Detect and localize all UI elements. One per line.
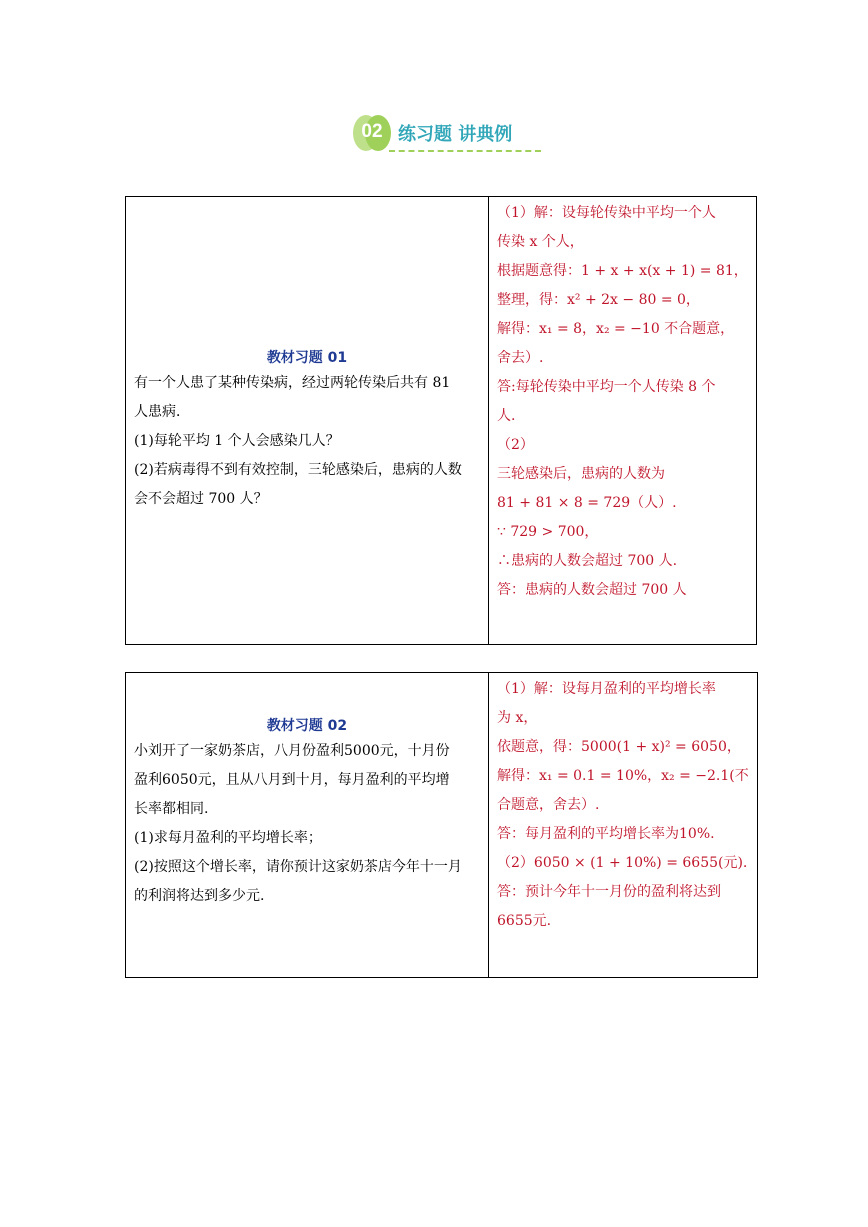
answer-line: 答：患病的人数会超过 700 人 <box>497 582 687 598</box>
question-line: 有一个人患了某种传染病，经过两轮传染后共有 81 <box>134 375 451 391</box>
answer-line: 解得：x₁ = 8，x₂ = −10 不合题意， <box>497 321 735 337</box>
question-line: (2)按照这个增长率，请你预计这家奶茶店今年十一月 <box>134 859 462 875</box>
question-line: (1)求每月盈利的平均增长率； <box>134 830 322 846</box>
answer-line: 依题意，得：5000(1 + x)² = 6050， <box>497 739 741 755</box>
answer-line: 传染 x 个人， <box>497 234 584 250</box>
example-table-2 <box>125 672 758 978</box>
answer-line: 三轮感染后，患病的人数为 <box>497 466 665 482</box>
answer-line: 答：每月盈利的平均增长率为10%. <box>497 826 715 842</box>
question-line: 盈利6050元，且从八月到十月，每月盈利的平均增 <box>134 772 450 788</box>
answer-line: 舍去）. <box>497 350 544 366</box>
section-title: 练习题 讲典例 <box>398 124 513 145</box>
section-number: 02 <box>361 121 383 142</box>
answer-line: 根据题意得：1 + x + x(x + 1) = 81， <box>497 263 748 279</box>
answer-line: 81 + 81 × 8 = 729（人）. <box>497 495 677 511</box>
question-line: 长率都相同. <box>134 801 209 817</box>
answer-line: 解得：x₁ = 0.1 = 10%，x₂ = −2.1(不 <box>497 768 749 784</box>
answer-line: （2）6050 × (1 + 10%) = 6655(元). <box>497 855 748 871</box>
example-title: 教材习题 02 <box>266 718 348 734</box>
question-cell <box>126 673 489 978</box>
answer-line: 合题意，舍去）. <box>497 797 600 813</box>
dashed-underline <box>389 150 541 152</box>
example-table-1 <box>125 196 757 645</box>
answer-line: ∴患病的人数会超过 700 人. <box>497 553 678 569</box>
answer-line: （1）解：设每轮传染中平均一个人 <box>497 205 716 221</box>
question-line: (2)若病毒得不到有效控制，三轮感染后，患病的人数 <box>134 462 462 478</box>
answer-line: （2） <box>497 437 534 453</box>
section-header <box>351 114 551 154</box>
answer-cell <box>489 673 758 978</box>
answer-cell <box>489 197 757 645</box>
section-number-badge <box>351 114 393 152</box>
question-line: 会不会超过 700 人？ <box>134 491 268 507</box>
answer-line: 答：预计今年十一月份的盈利将达到 <box>497 884 721 900</box>
example-title: 教材习题 01 <box>266 350 348 366</box>
answer-line: 为 x， <box>497 710 538 726</box>
question-line: 小刘开了一家奶茶店，八月份盈利5000元，十月份 <box>134 743 450 759</box>
answer-line: （1）解：设每月盈利的平均增长率 <box>497 681 716 697</box>
question-line: 的利润将达到多少元. <box>134 888 265 904</box>
answer-line: 答:每轮传染中平均一个人传染 8 个 <box>497 379 716 395</box>
answer-line: 6655元. <box>497 913 552 929</box>
question-line: (1)每轮平均 1 个人会感染几人？ <box>134 433 340 449</box>
answer-line: 人. <box>497 408 516 424</box>
answer-line: 整理，得：x² + 2x − 80 = 0， <box>497 292 700 308</box>
question-line: 人患病． <box>134 404 190 420</box>
question-cell <box>126 197 489 645</box>
answer-line: ∵ 729 > 700， <box>497 524 599 540</box>
